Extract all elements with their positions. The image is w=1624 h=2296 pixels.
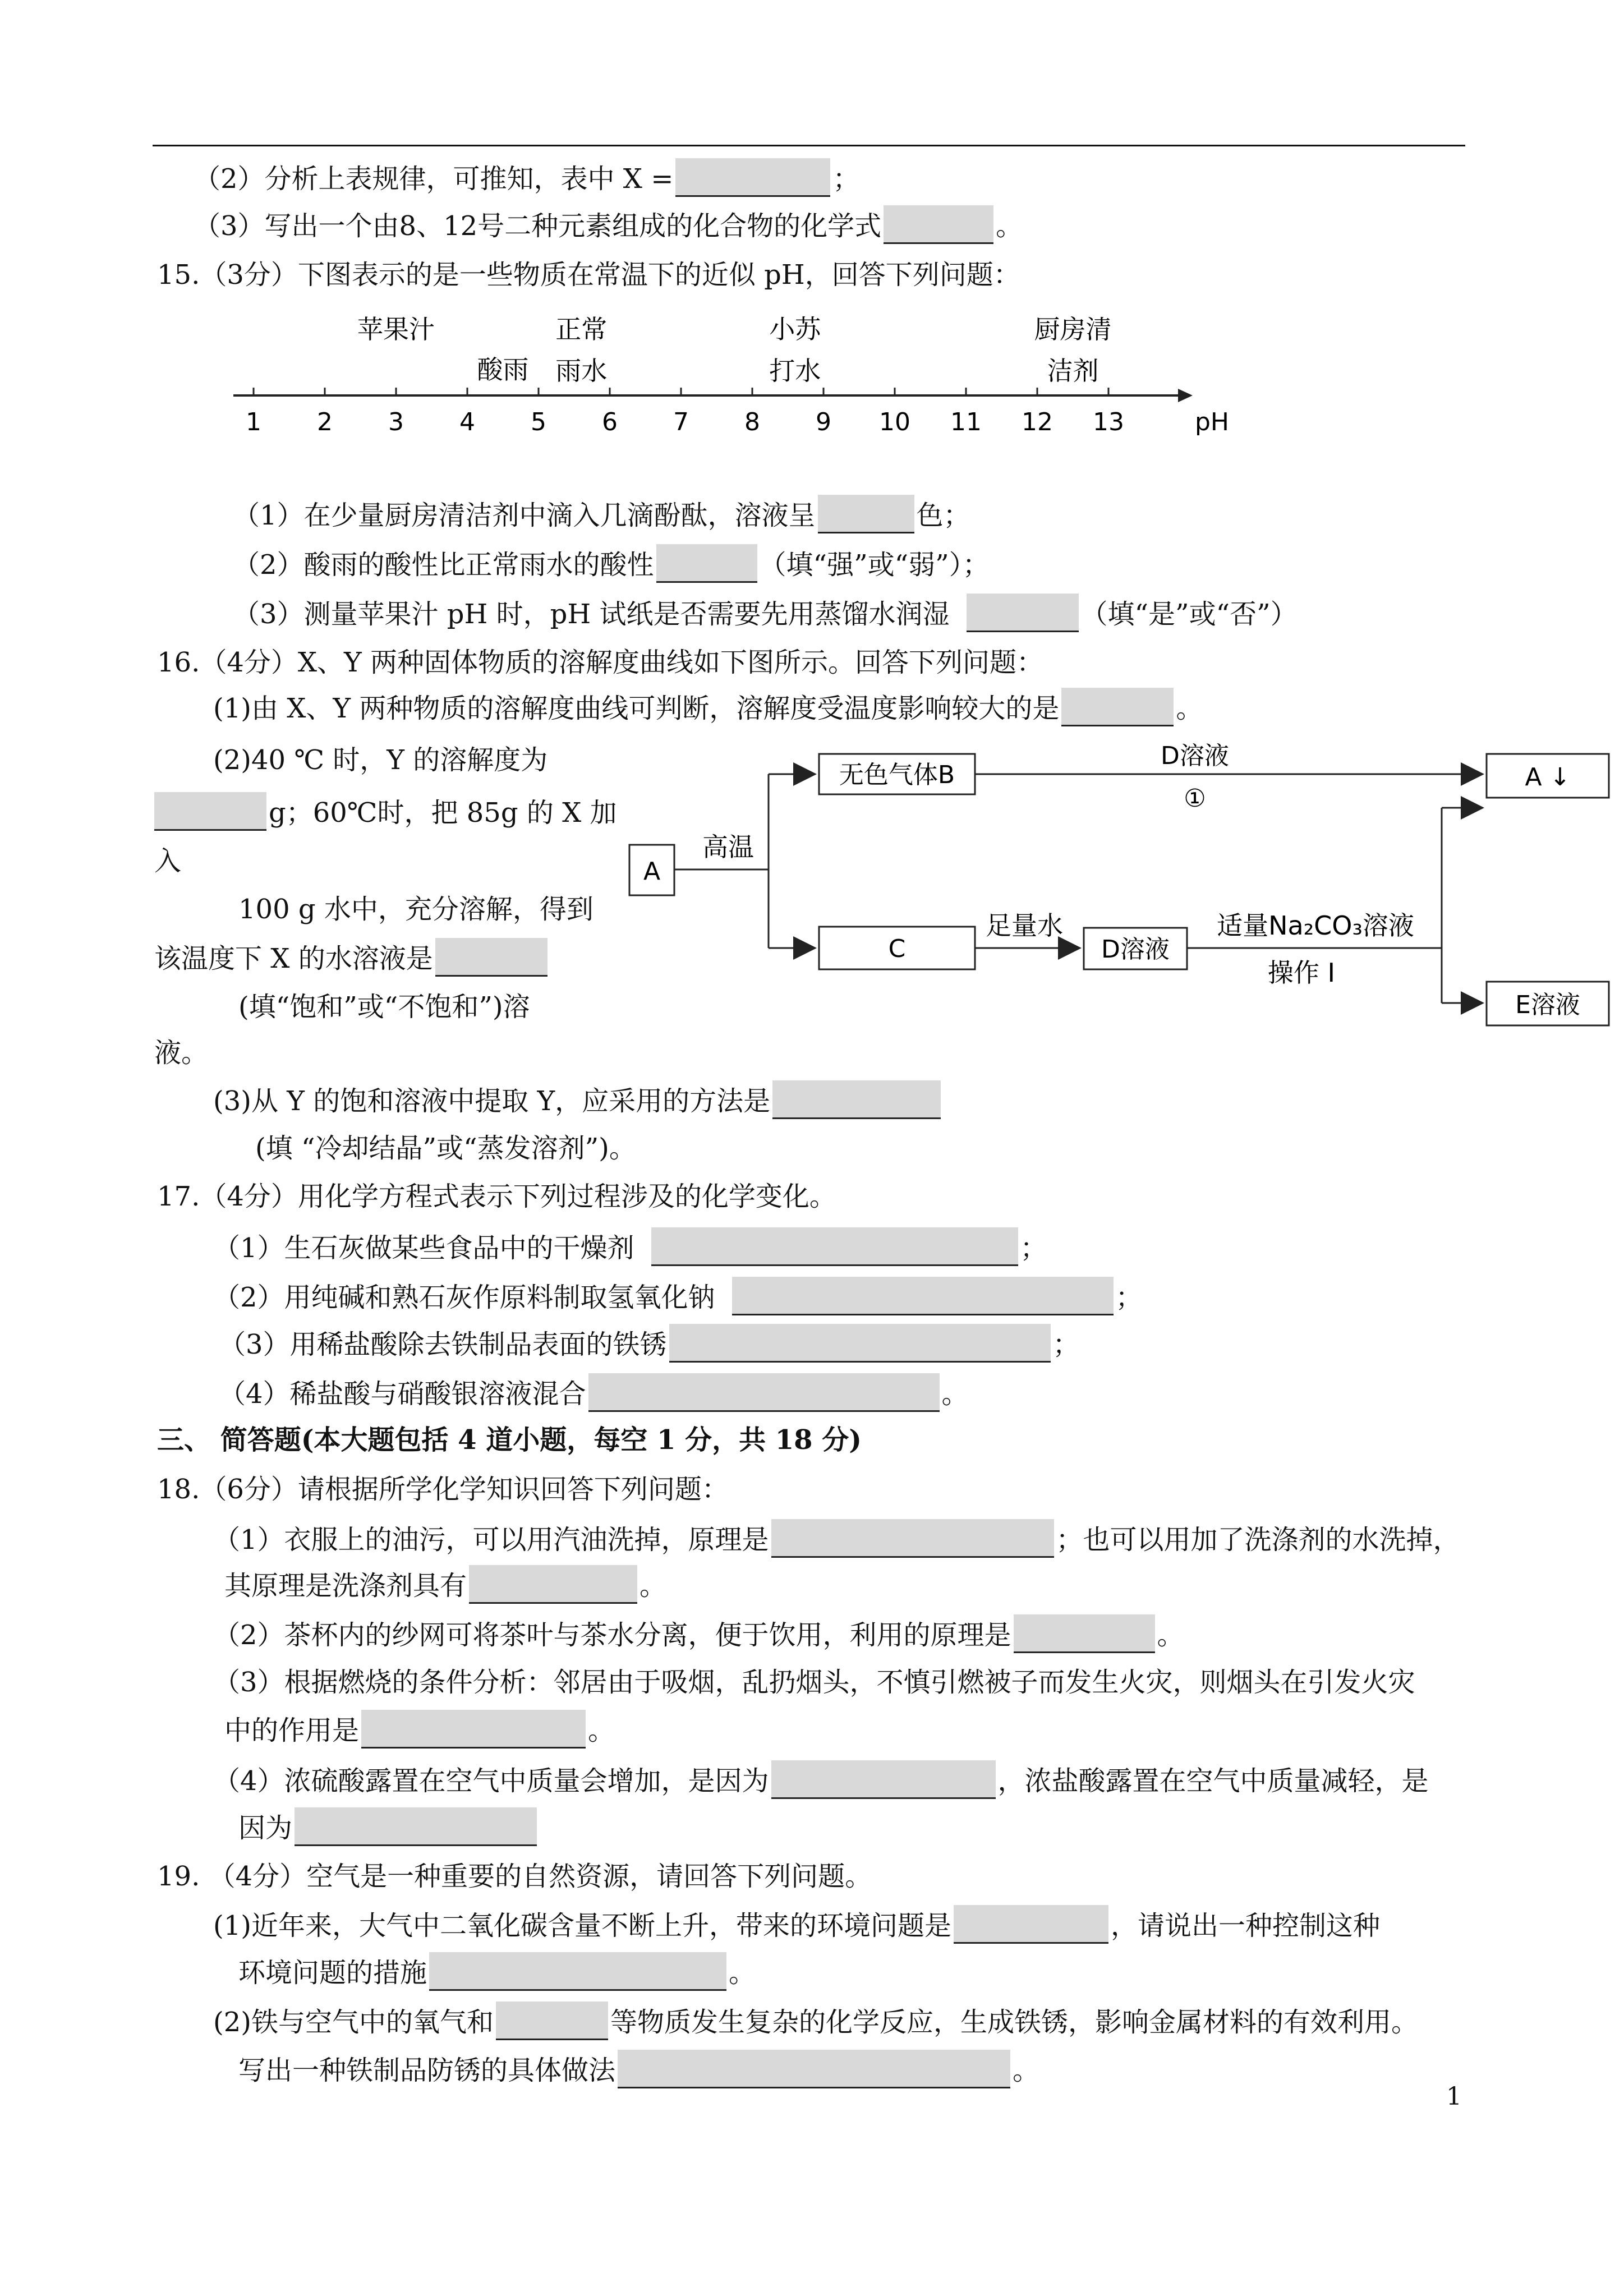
ph-substance-label: 洁剂 bbox=[1047, 356, 1099, 386]
ph-substance-label: 苹果汁 bbox=[357, 314, 435, 344]
page-number: 1 bbox=[1446, 2082, 1462, 2111]
ph-tick-label: 8 bbox=[744, 408, 760, 436]
q15-part3 bbox=[233, 593, 1298, 634]
section-3-heading: 三、 简答题(本大题包括 4 道小题，每空 1 分，共 18 分) bbox=[157, 1424, 862, 1456]
answer-blank[interactable] bbox=[435, 938, 548, 977]
q18-part4c-text: 因为 bbox=[238, 1812, 293, 1844]
ph-substance-label: 打水 bbox=[769, 356, 821, 386]
q18-part4c bbox=[238, 1807, 539, 1848]
box-e-label: E溶液 bbox=[1515, 991, 1580, 1019]
ph-tick-label: 5 bbox=[531, 408, 546, 436]
q15-part2 bbox=[233, 544, 990, 585]
ph-scale-group bbox=[233, 314, 1229, 436]
punct: 。 bbox=[1013, 2055, 1040, 2086]
q19-part1c-text: 环境问题的措施 bbox=[238, 1957, 427, 1989]
q15-part3-tail: （填“是”或“否”） bbox=[1080, 599, 1298, 630]
q16-part2c: 入 bbox=[154, 845, 182, 877]
ph-tick-label: 13 bbox=[1093, 408, 1124, 436]
answer-blank[interactable] bbox=[361, 1710, 586, 1749]
q17-part3 bbox=[219, 1324, 1080, 1364]
q16-part2f: (填“饱和”或“不饱和”)溶 bbox=[238, 991, 530, 1023]
punct: ； bbox=[1020, 1232, 1047, 1264]
q18-part1c-text: 其原理是洗涤剂具有 bbox=[224, 1570, 467, 1602]
answer-blank[interactable] bbox=[1014, 1614, 1155, 1653]
q18-part3a: （3）根据燃烧的条件分析：邻居由于吸烟，乱扔烟头，不慎引燃被子而发生火灾，则烟头在引发火灾 bbox=[213, 1667, 1415, 1698]
answer-blank[interactable] bbox=[818, 495, 914, 533]
ph-tick-label: 7 bbox=[673, 408, 689, 436]
ph-axis-label: pH bbox=[1195, 408, 1230, 436]
q19-part2c bbox=[238, 2050, 1039, 2090]
ph-tick-label: 12 bbox=[1022, 408, 1053, 436]
q16-part2b-text: g；60℃时，把 85g 的 X 加 bbox=[269, 797, 617, 829]
punct: 。 bbox=[1176, 693, 1203, 724]
q18-part3b bbox=[224, 1710, 615, 1750]
ph-tick-label: 2 bbox=[317, 408, 333, 436]
water-label: 足量水 bbox=[986, 910, 1063, 941]
ph-substance-label: 厨房清 bbox=[1034, 314, 1112, 344]
box-a-precip-label: A ↓ bbox=[1525, 763, 1571, 792]
box-d-label: D溶液 bbox=[1101, 935, 1170, 964]
q18-part4a-text: （4）浓硫酸露置在空气中质量会增加，是因为 bbox=[213, 1765, 769, 1797]
q18-part1a-text: （1）衣服上的油污，可以用汽油洗掉，原理是 bbox=[213, 1524, 769, 1556]
answer-blank[interactable] bbox=[884, 205, 993, 244]
answer-blank[interactable] bbox=[732, 1277, 1114, 1315]
q15-part3-text: （3）测量苹果汁 pH 时，pH 试纸是否需要先用蒸馏水润湿 bbox=[233, 599, 950, 630]
q16-stem: 16.（4分）X、Y 两种固体物质的溶解度曲线如下图所示。回答下列问题： bbox=[157, 647, 1043, 678]
box-a-label: A bbox=[643, 857, 661, 886]
q14-part2 bbox=[194, 158, 859, 199]
q19-part1b-text: ，请说出一种控制这种 bbox=[1111, 1910, 1381, 1941]
q15-part1-text: （1）在少量厨房清洁剂中滴入几滴酚酞，溶液呈 bbox=[233, 500, 816, 531]
q19-part2b-text: 等物质发生复杂的化学反应，生成铁锈，影响金属材料的有效利用。 bbox=[610, 2007, 1419, 2038]
q18-part4b-text: ，浓盐酸露置在空气中质量减轻，是 bbox=[997, 1765, 1429, 1797]
q16-part2e-text: 该温度下 X 的水溶液是 bbox=[154, 943, 433, 974]
q15-part1 bbox=[233, 495, 970, 535]
answer-blank[interactable] bbox=[669, 1324, 1051, 1363]
q15-part2-tail: （填“强”或“弱”）； bbox=[759, 549, 990, 581]
na2co3-label: 适量Na₂CO₃溶液 bbox=[1217, 910, 1414, 941]
q17-part2 bbox=[213, 1277, 1143, 1317]
answer-blank[interactable] bbox=[429, 1952, 726, 1991]
answer-blank[interactable] bbox=[675, 158, 830, 197]
answer-blank[interactable] bbox=[469, 1565, 637, 1604]
q18-part4a bbox=[213, 1760, 1429, 1801]
q16-part2e bbox=[154, 938, 550, 978]
d-solution-top-label: D溶液 bbox=[1161, 742, 1229, 770]
answer-blank[interactable] bbox=[772, 1080, 941, 1119]
answer-blank[interactable] bbox=[771, 1519, 1054, 1558]
q17-part1-text: （1）生石灰做某些食品中的干燥剂 bbox=[213, 1232, 634, 1264]
ph-substance-label: 正常 bbox=[555, 314, 608, 344]
ph-substance-label: 酸雨 bbox=[477, 355, 529, 385]
q18-part2 bbox=[213, 1614, 1184, 1655]
q17-part4-text: （4）稀盐酸与硝酸银溶液混合 bbox=[219, 1378, 586, 1410]
ph-substance-label: 小苏 bbox=[769, 314, 821, 344]
q14-part3 bbox=[194, 205, 1023, 246]
q17-part1 bbox=[213, 1227, 1047, 1268]
answer-blank[interactable] bbox=[618, 2050, 1010, 2088]
punct: 。 bbox=[941, 1378, 969, 1410]
q18-part1b-text: ；也可以用加了洗涤剂的水洗掉， bbox=[1056, 1524, 1460, 1556]
answer-blank[interactable] bbox=[967, 593, 1079, 632]
q16-part3a bbox=[213, 1080, 943, 1121]
box-c-label: C bbox=[888, 935, 906, 963]
punct: ； bbox=[1052, 1329, 1080, 1360]
answer-blank[interactable] bbox=[588, 1373, 940, 1412]
ph-axis-arrow bbox=[1178, 389, 1193, 402]
q19-part1a bbox=[213, 1905, 1380, 1945]
ph-tick-label: 11 bbox=[950, 408, 982, 436]
high-temp-label: 高温 bbox=[702, 832, 754, 862]
q16-part2b bbox=[154, 792, 617, 832]
q16-part2d: 100 g 水中，充分溶解，得到 bbox=[238, 894, 594, 925]
q14-part2-text: （2）分析上表规律，可推知，表中 X = bbox=[194, 163, 674, 195]
flowchart-figure bbox=[623, 735, 1610, 1049]
q18-stem: 18.（6分）请根据所学化学知识回答下列问题： bbox=[157, 1474, 729, 1505]
answer-blank[interactable] bbox=[771, 1760, 996, 1799]
header-rule bbox=[153, 145, 1465, 146]
punct: ； bbox=[1115, 1282, 1143, 1313]
q19-part1c bbox=[238, 1952, 756, 1993]
punct: 。 bbox=[1157, 1619, 1184, 1651]
answer-blank[interactable] bbox=[656, 544, 757, 583]
q18-part1a bbox=[213, 1519, 1460, 1559]
q19-stem: 19. （4分）空气是一种重要的自然资源，请回答下列问题。 bbox=[157, 1861, 872, 1892]
q19-part2c-text: 写出一种铁制品防锈的具体做法 bbox=[238, 2055, 616, 2086]
ph-tick-label: 3 bbox=[388, 408, 404, 436]
ph-tick-label: 10 bbox=[879, 408, 910, 436]
answer-blank[interactable] bbox=[954, 1905, 1108, 1944]
box-b-label: 无色气体B bbox=[839, 761, 955, 789]
q19-part2a bbox=[213, 2001, 1418, 2042]
operation-label: 操作 I bbox=[1267, 958, 1336, 988]
q16-part2g: 液。 bbox=[154, 1037, 209, 1069]
q18-part3b-text: 中的作用是 bbox=[224, 1715, 360, 1746]
punct: 。 bbox=[996, 210, 1023, 242]
q18-part2-text: （2）茶杯内的纱网可将茶叶与茶水分离，便于饮用，利用的原理是 bbox=[213, 1619, 1011, 1651]
q16-part3b: (填 “冷却结晶”或“蒸发溶剂”)。 bbox=[255, 1133, 636, 1164]
step1-label: ① bbox=[1184, 784, 1206, 813]
ph-substance-label: 雨水 bbox=[555, 356, 608, 386]
ph-scale-figure bbox=[224, 311, 1230, 446]
q17-part2-text: （2）用纯碱和熟石灰作原料制取氢氧化钠 bbox=[213, 1282, 715, 1313]
ph-tick-label: 9 bbox=[816, 408, 831, 436]
ph-tick-label: 6 bbox=[602, 408, 618, 436]
punct: 。 bbox=[588, 1715, 615, 1746]
q14-part3-text: （3）写出一个由8、12号二种元素组成的化合物的化学式 bbox=[194, 210, 882, 242]
q17-part4 bbox=[219, 1373, 969, 1414]
answer-blank[interactable] bbox=[496, 2001, 608, 2040]
q18-part1c bbox=[224, 1565, 666, 1605]
q16-part3a-text: (3)从 Y 的饱和溶液中提取 Y，应采用的方法是 bbox=[213, 1085, 771, 1117]
punct: ； bbox=[832, 163, 860, 195]
q19-part1a-text: (1)近年来，大气中二氧化碳含量不断上升，带来的环境问题是 bbox=[213, 1910, 951, 1941]
q15-part2-text: （2）酸雨的酸性比正常雨水的酸性 bbox=[233, 549, 654, 581]
punct: 。 bbox=[729, 1957, 756, 1989]
answer-blank[interactable] bbox=[154, 792, 266, 831]
q16-part1-text: (1)由 X、Y 两种物质的溶解度曲线可判断，溶解度受温度影响较大的是 bbox=[213, 693, 1060, 724]
q17-part3-text: （3）用稀盐酸除去铁制品表面的铁锈 bbox=[219, 1329, 667, 1360]
q15-part1-tail: 色； bbox=[916, 500, 970, 531]
q19-part2a-text: (2)铁与空气中的氧气和 bbox=[213, 2007, 494, 2038]
q16-part1 bbox=[213, 688, 1203, 728]
ph-tick-label: 4 bbox=[459, 408, 475, 436]
answer-blank[interactable] bbox=[1061, 688, 1174, 726]
ph-tick-label: 1 bbox=[246, 408, 261, 436]
punct: 。 bbox=[640, 1570, 667, 1602]
q17-stem: 17.（4分）用化学方程式表示下列过程涉及的化学变化。 bbox=[157, 1181, 836, 1212]
answer-blank[interactable] bbox=[295, 1807, 537, 1846]
q16-part2a: (2)40 ℃ 时，Y 的溶解度为 bbox=[213, 744, 548, 776]
q15-stem: 15.（3分）下图表示的是一些物质在常温下的近似 pH，回答下列问题： bbox=[157, 259, 1020, 291]
answer-blank[interactable] bbox=[651, 1227, 1018, 1266]
